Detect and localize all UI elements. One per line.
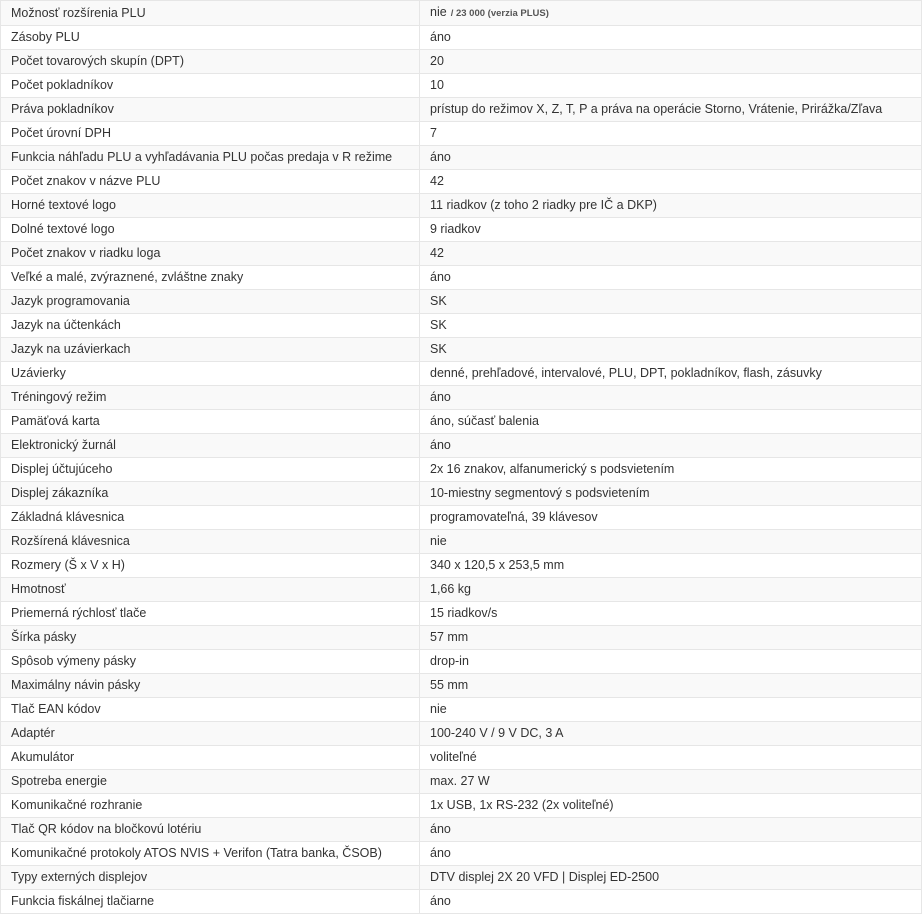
spec-value: áno, súčasť balenia xyxy=(430,414,539,428)
spec-value-cell xyxy=(420,506,922,530)
spec-value-cell xyxy=(420,578,922,602)
spec-label: Počet znakov v riadku loga xyxy=(1,242,420,266)
spec-value: áno xyxy=(430,390,451,404)
table-row xyxy=(1,602,922,626)
spec-value-cell xyxy=(420,698,922,722)
table-row xyxy=(1,722,922,746)
spec-label: Maximálny návin pásky xyxy=(1,674,420,698)
table-row xyxy=(1,338,922,362)
spec-value-cell xyxy=(420,362,922,386)
table-row xyxy=(1,290,922,314)
spec-label: Zásoby PLU xyxy=(1,26,420,50)
spec-value: prístup do režimov X, Z, T, P a práva na operácie Storno, Vrátenie, Prirážka/Zľava xyxy=(430,102,883,116)
spec-label: Komunikačné protokoly ATOS NVIS + Verifon (Tatra banka, ČSOB) xyxy=(1,842,420,866)
spec-value: áno xyxy=(430,270,451,284)
table-row xyxy=(1,194,922,218)
spec-label: Rozšírená klávesnica xyxy=(1,530,420,554)
spec-value-cell xyxy=(420,242,922,266)
table-row xyxy=(1,818,922,842)
spec-value-cell xyxy=(420,722,922,746)
spec-value: 11 riadkov (z toho 2 riadky pre IČ a DKP) xyxy=(430,198,657,212)
table-row xyxy=(1,362,922,386)
spec-value: áno xyxy=(430,822,451,836)
table-row xyxy=(1,242,922,266)
spec-value-cell xyxy=(420,266,922,290)
spec-value: voliteľné xyxy=(430,750,477,764)
spec-value: 340 x 120,5 x 253,5 mm xyxy=(430,558,565,572)
spec-value-cell xyxy=(420,770,922,794)
table-row xyxy=(1,842,922,866)
table-row xyxy=(1,218,922,242)
spec-value-cell xyxy=(420,818,922,842)
spec-value: drop-in xyxy=(430,654,469,668)
table-row xyxy=(1,314,922,338)
spec-label: Tlač QR kódov na bločkovú lotériu xyxy=(1,818,420,842)
table-row xyxy=(1,434,922,458)
table-row xyxy=(1,506,922,530)
spec-value: DTV displej 2X 20 VFD | Displej ED-2500 xyxy=(430,870,660,884)
spec-value-cell xyxy=(420,338,922,362)
table-row xyxy=(1,866,922,890)
spec-value-cell xyxy=(420,410,922,434)
spec-table-body xyxy=(1,1,922,914)
spec-value: áno xyxy=(430,438,451,452)
spec-value-cell xyxy=(420,50,922,74)
spec-label: Šírka pásky xyxy=(1,626,420,650)
spec-value: SK xyxy=(430,342,447,356)
table-row xyxy=(1,746,922,770)
table-row xyxy=(1,1,922,26)
spec-label: Komunikačné rozhranie xyxy=(1,794,420,818)
spec-label: Funkcia fiskálnej tlačiarne xyxy=(1,890,420,914)
spec-value: 42 xyxy=(430,246,444,260)
table-row xyxy=(1,674,922,698)
spec-label: Jazyk na účtenkách xyxy=(1,314,420,338)
spec-label: Tréningový režim xyxy=(1,386,420,410)
spec-value-cell xyxy=(420,674,922,698)
table-row xyxy=(1,266,922,290)
spec-value-cell xyxy=(420,794,922,818)
spec-value: 57 mm xyxy=(430,630,469,644)
spec-value: 9 riadkov xyxy=(430,222,481,236)
spec-value: 10 xyxy=(430,78,444,92)
spec-value-cell xyxy=(420,626,922,650)
spec-value: 2x 16 znakov, alfanumerický s podsvietením xyxy=(430,462,675,476)
spec-value: programovateľná, 39 klávesov xyxy=(430,510,598,524)
spec-value: denné, prehľadové, intervalové, PLU, DPT, pokladníkov, flash, zásuvky xyxy=(430,366,822,380)
spec-value: áno xyxy=(430,150,451,164)
table-row xyxy=(1,50,922,74)
spec-label: Spôsob výmeny pásky xyxy=(1,650,420,674)
table-row xyxy=(1,122,922,146)
table-row xyxy=(1,554,922,578)
table-row xyxy=(1,170,922,194)
spec-label: Adaptér xyxy=(1,722,420,746)
spec-value-cell xyxy=(420,314,922,338)
spec-label: Elektronický žurnál xyxy=(1,434,420,458)
spec-value: áno xyxy=(430,846,451,860)
spec-label: Dolné textové logo xyxy=(1,218,420,242)
spec-value-cell xyxy=(420,866,922,890)
spec-label: Spotreba energie xyxy=(1,770,420,794)
table-row xyxy=(1,74,922,98)
spec-value-cell xyxy=(420,890,922,914)
table-row xyxy=(1,626,922,650)
spec-value: 15 riadkov/s xyxy=(430,606,498,620)
spec-label: Horné textové logo xyxy=(1,194,420,218)
spec-value-cell xyxy=(420,146,922,170)
spec-label: Počet pokladníkov xyxy=(1,74,420,98)
spec-value: 1,66 kg xyxy=(430,582,472,596)
table-row xyxy=(1,26,922,50)
spec-label: Displej zákazníka xyxy=(1,482,420,506)
spec-label: Počet úrovní DPH xyxy=(1,122,420,146)
spec-value-cell xyxy=(420,482,922,506)
spec-value: nie xyxy=(430,702,447,716)
table-row xyxy=(1,578,922,602)
table-row xyxy=(1,98,922,122)
spec-value: 20 xyxy=(430,54,444,68)
spec-label: Uzávierky xyxy=(1,362,420,386)
spec-value-cell xyxy=(420,74,922,98)
spec-label: Jazyk na uzávierkach xyxy=(1,338,420,362)
table-row xyxy=(1,530,922,554)
spec-label: Práva pokladníkov xyxy=(1,98,420,122)
spec-value: 55 mm xyxy=(430,678,469,692)
table-row xyxy=(1,698,922,722)
spec-value: nie xyxy=(430,534,447,548)
spec-value-cell xyxy=(420,530,922,554)
spec-label: Počet tovarových skupín (DPT) xyxy=(1,50,420,74)
table-row xyxy=(1,770,922,794)
spec-label: Rozmery (Š x V x H) xyxy=(1,554,420,578)
spec-value-cell xyxy=(420,170,922,194)
spec-value-cell xyxy=(420,122,922,146)
spec-label: Akumulátor xyxy=(1,746,420,770)
spec-label: Typy externých displejov xyxy=(1,866,420,890)
spec-label: Priemerná rýchlosť tlače xyxy=(1,602,420,626)
spec-value: áno xyxy=(430,30,451,44)
spec-label: Tlač EAN kódov xyxy=(1,698,420,722)
spec-label: Displej účtujúceho xyxy=(1,458,420,482)
spec-value-cell xyxy=(420,26,922,50)
spec-value: SK xyxy=(430,294,447,308)
spec-value-cell xyxy=(420,98,922,122)
spec-value-cell xyxy=(420,458,922,482)
spec-label: Počet znakov v názve PLU xyxy=(1,170,420,194)
spec-value-cell xyxy=(420,554,922,578)
spec-value-cell xyxy=(420,650,922,674)
spec-label: Možnosť rozšírenia PLU xyxy=(1,1,420,26)
table-row xyxy=(1,146,922,170)
spec-value-cell xyxy=(420,842,922,866)
spec-value: 10-miestny segmentový s podsvietením xyxy=(430,486,650,500)
spec-value: max. 27 W xyxy=(430,774,490,788)
table-row xyxy=(1,458,922,482)
spec-value-cell xyxy=(420,434,922,458)
spec-value: áno xyxy=(430,894,451,908)
spec-label: Jazyk programovania xyxy=(1,290,420,314)
table-row xyxy=(1,650,922,674)
spec-label: Veľké a malé, zvýraznené, zvláštne znaky xyxy=(1,266,420,290)
spec-value-cell xyxy=(420,602,922,626)
spec-label: Funkcia náhľadu PLU a vyhľadávania PLU počas predaja v R režime xyxy=(1,146,420,170)
table-row xyxy=(1,890,922,914)
table-row xyxy=(1,410,922,434)
table-row xyxy=(1,386,922,410)
spec-value: 7 xyxy=(430,126,437,140)
table-row xyxy=(1,794,922,818)
spec-label: Hmotnosť xyxy=(1,578,420,602)
spec-value: nie xyxy=(430,5,447,19)
spec-value: 42 xyxy=(430,174,444,188)
spec-label: Pamäťová karta xyxy=(1,410,420,434)
spec-value-cell xyxy=(420,194,922,218)
spec-value-cell xyxy=(420,746,922,770)
spec-label: Základná klávesnica xyxy=(1,506,420,530)
table-row xyxy=(1,482,922,506)
spec-value-note: / 23 000 (verzia PLUS) xyxy=(450,8,549,19)
spec-value-cell xyxy=(420,290,922,314)
spec-value: SK xyxy=(430,318,447,332)
spec-value: 100-240 V / 9 V DC, 3 A xyxy=(430,726,564,740)
spec-value: 1x USB, 1x RS-232 (2x voliteľné) xyxy=(430,798,614,812)
spec-value-cell xyxy=(420,218,922,242)
spec-value-cell xyxy=(420,386,922,410)
spec-value-cell xyxy=(420,1,922,26)
